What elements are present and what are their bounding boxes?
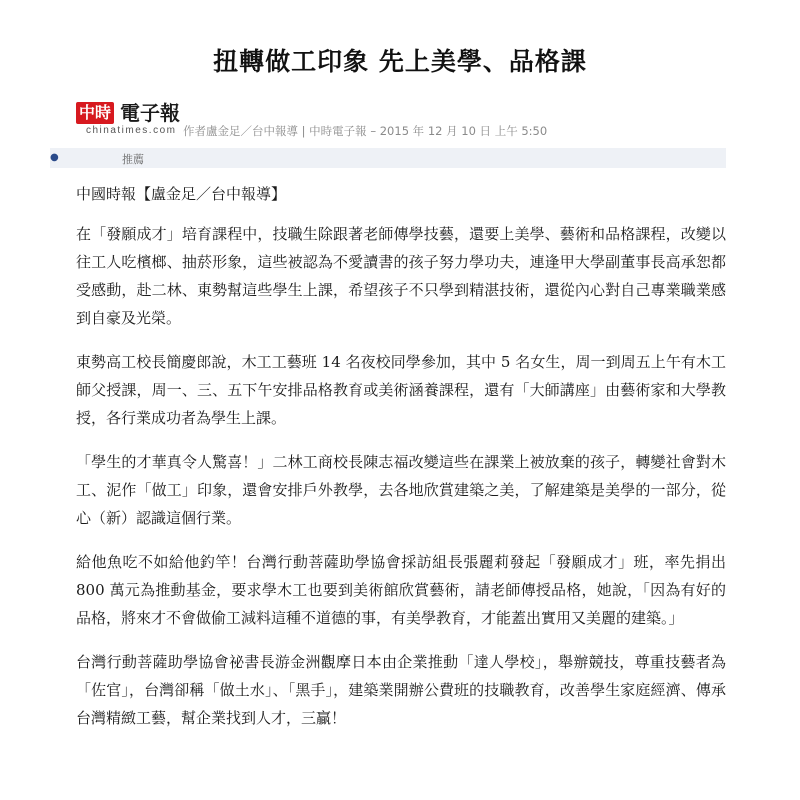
logo-domain: chinatimes.com (86, 125, 177, 136)
chinatimes-logo[interactable] (76, 100, 186, 140)
recommend-link[interactable]: 推薦 (122, 153, 144, 166)
masthead (76, 100, 726, 140)
article-source: 中國時報【盧金足／台中報導】 (76, 185, 287, 203)
article-paragraph: 在「發願成才」培育課程中，技職生除跟著老師傳學技藝，還要上美學、藝術和品格課程，改變以往工人吃檳榔、抽菸形象，這些被認為不愛讀書的孩子努力學功夫，連逢甲大學副董事長高承恕都受感動，赴二林、東勢幫這些學生上課，希望孩子不只學到精湛技術，還從內心對自己專業職業感到自豪及光榮。 (76, 225, 726, 327)
recommend-bar (50, 148, 726, 168)
article-paragraph: 給他魚吃不如給他釣竿！台灣行動菩薩助學協會採訪組長張麗莉發起「發願成才」班，率先捐出 800 萬元為推動基金，要求學木工也要到美術館欣賞藝術，請老師傳授品格，她說，「因為有好的品格，將來才不會做偷工減料這種不道德的事，有美學教育，才能蓋出實用又美麗的建築。」 (76, 553, 726, 627)
logo-name: 電子報 (120, 101, 180, 125)
article-body (76, 180, 726, 748)
article-paragraph: 東勢高工校長簡慶郎說，木工工藝班 14 名夜校同學參加，其中 5 名女生，周一到周五上午有木工師父授課，周一、三、五下午安排品格教育或美術涵養課程，還有「大師講座」由藝術家和大學教授，各行業成功者為學生上課。 (76, 353, 726, 427)
article-paragraph: 台灣行動菩薩助學協會祕書長游金洲觀摩日本由企業推動「達人學校」，舉辦競技，尊重技藝者為「佐官」，台灣卻稱「做土水」、「黑手」，建築業開辦公費班的技職教育，改善學生家庭經濟、傳承台灣精緻工藝，幫企業找到人才，三贏！ (76, 653, 726, 727)
bullet-icon: ● (50, 152, 59, 163)
article-byline: 作者盧金足／台中報導 | 中時電子報 – 2015 年 12 月 10 日 上午 5:50 (183, 124, 548, 138)
article-headline: 扭轉做工印象 先上美學、品格課 (213, 47, 587, 76)
logo-mark: 中時 (76, 102, 114, 124)
article-paragraph: 「學生的才華真令人驚喜！」二林工商校長陳志福改變這些在課業上被放棄的孩子，轉變社會對木工、泥作「做工」印象，還會安排戶外教學，去各地欣賞建築之美，了解建築是美學的一部分，從心（新）認識這個行業。 (76, 453, 726, 527)
